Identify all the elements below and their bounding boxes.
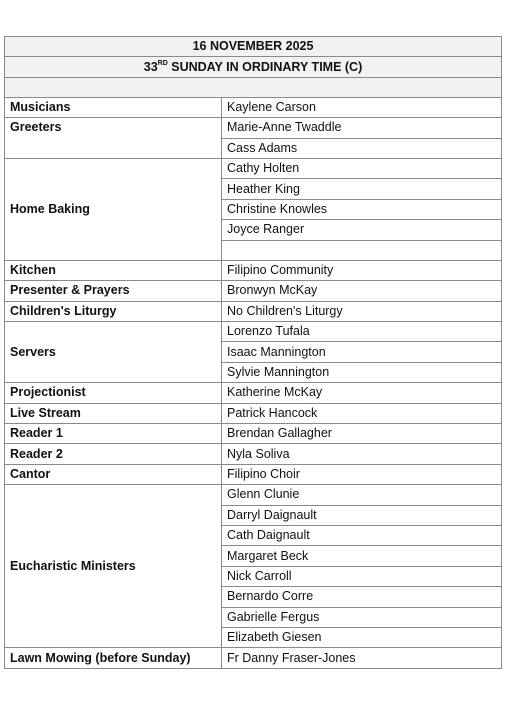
name-cell: Patrick Hancock <box>222 403 502 423</box>
name-cell: Elizabeth Giesen <box>222 627 502 647</box>
table-row <box>5 97 502 117</box>
role-kitchen: Kitchen <box>5 260 222 280</box>
role-reader-1: Reader 1 <box>5 424 222 444</box>
name-cell: Sylvie Mannington <box>222 362 502 382</box>
name-cell: Cass Adams <box>222 138 502 158</box>
roster-table <box>4 36 502 669</box>
name-cell: Darryl Daignault <box>222 505 502 525</box>
table-row <box>5 118 502 138</box>
table-row <box>5 301 502 321</box>
name-cell: Marie-Anne Twaddle <box>222 118 502 138</box>
name-cell: Nyla Soliva <box>222 444 502 464</box>
name-cell: Gabrielle Fergus <box>222 607 502 627</box>
name-cell: Nick Carroll <box>222 566 502 586</box>
table-row <box>5 383 502 403</box>
role-reader-2: Reader 2 <box>5 444 222 464</box>
date-row <box>5 37 502 57</box>
name-cell: Kaylene Carson <box>222 97 502 117</box>
role-childrens-liturgy: Children's Liturgy <box>5 301 222 321</box>
name-cell: Bronwyn McKay <box>222 281 502 301</box>
name-cell: Bernardo Corre <box>222 587 502 607</box>
name-cell: Filipino Community <box>222 260 502 280</box>
role-cantor: Cantor <box>5 464 222 484</box>
table-row <box>5 322 502 342</box>
spacer-row <box>5 77 502 97</box>
spacer-cell <box>5 77 502 97</box>
name-cell: Christine Knowles <box>222 199 502 219</box>
table-row <box>5 485 502 505</box>
sunday-title: SUNDAY IN ORDINARY TIME (C) <box>167 59 363 74</box>
role-presenter-prayers: Presenter & Prayers <box>5 281 222 301</box>
name-cell: Isaac Mannington <box>222 342 502 362</box>
role-greeters: Greeters <box>5 118 222 159</box>
table-row <box>5 260 502 280</box>
sunday-row <box>5 57 502 77</box>
name-cell: Joyce Ranger <box>222 220 502 240</box>
table-row <box>5 281 502 301</box>
role-musicians: Musicians <box>5 97 222 117</box>
sunday-suffix: RD <box>157 59 168 67</box>
name-cell: Heather King <box>222 179 502 199</box>
empty-name-cell <box>222 240 502 260</box>
name-cell: Cath Daignault <box>222 525 502 545</box>
table-row <box>5 403 502 423</box>
role-projectionist: Projectionist <box>5 383 222 403</box>
table-row <box>5 158 502 178</box>
date-heading: 16 NOVEMBER 2025 <box>5 37 502 57</box>
name-cell: Glenn Clunie <box>222 485 502 505</box>
role-live-stream: Live Stream <box>5 403 222 423</box>
sunday-heading <box>5 57 502 77</box>
name-cell: Lorenzo Tufala <box>222 322 502 342</box>
name-cell: Fr Danny Fraser-Jones <box>222 648 502 668</box>
sunday-number: 33 <box>143 59 158 74</box>
name-cell: Katherine McKay <box>222 383 502 403</box>
table-row <box>5 648 502 668</box>
name-cell: Margaret Beck <box>222 546 502 566</box>
name-cell: Brendan Gallagher <box>222 424 502 444</box>
role-eucharistic-ministers: Eucharistic Ministers <box>5 485 222 648</box>
name-cell: No Children's Liturgy <box>222 301 502 321</box>
table-row <box>5 444 502 464</box>
role-home-baking: Home Baking <box>5 158 222 260</box>
name-cell: Filipino Choir <box>222 464 502 484</box>
name-cell: Cathy Holten <box>222 158 502 178</box>
role-lawn-mowing: Lawn Mowing (before Sunday) <box>5 648 222 668</box>
role-servers: Servers <box>5 322 222 383</box>
table-row <box>5 424 502 444</box>
table-row <box>5 464 502 484</box>
